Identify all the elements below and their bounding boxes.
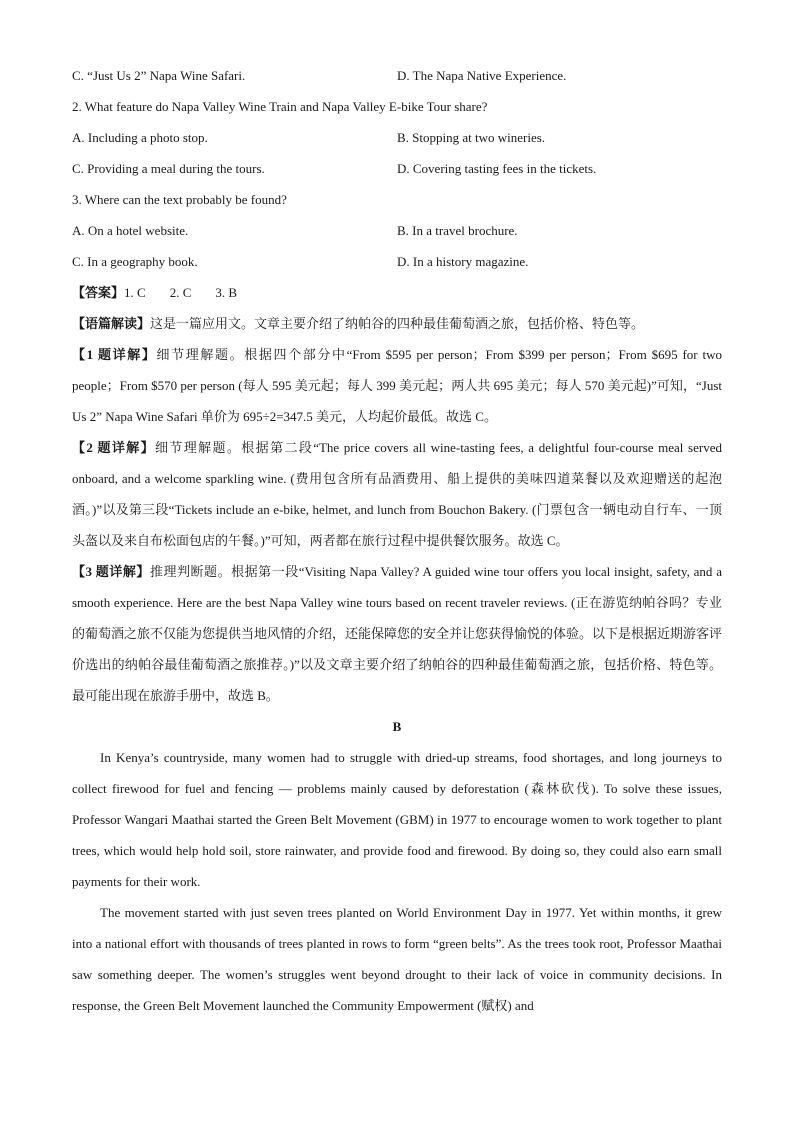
q2-option-b: B. Stopping at two wineries. xyxy=(397,130,546,145)
q3-option-c: C. In a geography book. xyxy=(72,254,198,269)
q3-options-cd xyxy=(72,246,722,277)
q3-option-a: A. On a hotel website. xyxy=(72,223,189,238)
q2-options-cd xyxy=(72,153,722,184)
section-b-paragraph-2: The movement started with just seven trees planted on World Environment Day in 1977. Yet within months, it grew into a national effort with thousands of trees planted in rows to form “green belts”. As the trees took root, Professor Maathai saw something deeper. The women’s struggles went beyond drought to their lack of voice in community decisions. In response, the Green Belt Movement launched the Community Empowerment (赋权) and xyxy=(72,905,722,1013)
q2-option-d: D. Covering tasting fees in the tickets. xyxy=(397,161,597,176)
section-b-title: B xyxy=(392,719,402,734)
detail-q3-text: 推理判断题。根据第一段“Visiting Napa Valley? A guided wine tour offers you local insight, safety, and a smooth experience. Here are the best Napa Valley wine tours based on recent traveler reviews. (正在游览纳帕谷吗？专业的葡萄酒之旅不仅能为您提供当地风情的介绍，还能保障您的安全并让您获得愉悦的体验。以下是根据近期游客评价选出的纳帕谷最佳葡萄酒之旅推荐。)”以及文章主要介绍了纳帕谷的四种最佳葡萄酒之旅，包括价格、特色等。最可能出现在旅游手册中，故选 B。 xyxy=(72,564,723,703)
passage-analysis xyxy=(72,308,722,339)
detail-q2-tag: 【2 题详解】 xyxy=(72,440,156,455)
q2-option-c: C. Providing a meal during the tours. xyxy=(72,161,265,176)
q3-options-ab xyxy=(72,215,722,246)
q3-stem: 3. Where can the text probably be found? xyxy=(72,192,287,207)
q3-option-b: B. In a travel brochure. xyxy=(397,223,518,238)
q2-stem: 2. What feature do Napa Valley Wine Train and Napa Valley E-bike Tour share? xyxy=(72,99,488,114)
detail-q1 xyxy=(72,339,722,432)
section-b-paragraph-1: In Kenya’s countryside, many women had to struggle with dried-up streams, food shortages, and long journeys to collect firewood for fuel and fencing — problems mainly caused by deforestation (森林砍伐). To solve these issues, Professor Wangari Maathai started the Green Belt Movement (GBM) in 1977 to encourage women to work together to plant trees, which would help hold soil, store rainwater, and provide food and firewood. By doing so, they could also earn small payments for their work. xyxy=(72,750,722,889)
analysis-text: 这是一篇应用文。文章主要介绍了纳帕谷的四种最佳葡萄酒之旅，包括价格、特色等。 xyxy=(150,316,645,331)
q1-option-d: D. The Napa Native Experience. xyxy=(397,68,567,83)
detail-q2 xyxy=(72,432,722,556)
q2-option-a: A. Including a photo stop. xyxy=(72,130,208,145)
answer-3: 3. B xyxy=(215,285,238,300)
analysis-tag: 【语篇解读】 xyxy=(72,316,151,331)
q1-options-cd xyxy=(72,60,722,91)
answer-key xyxy=(72,277,722,308)
detail-q1-text: 细节理解题。根据四个部分中“From $595 per person；From $399 per person；From $695 for two people；From $570 per person (每人 595 美元起；每人 399 美元起；两人共 695 美元；每人 570 美元起)”可知，“Just Us 2” Napa Wine Safari 单价为 695÷2=347.5 美元，人均起价最低。故选 C。 xyxy=(72,347,722,424)
answer-tag: 【答案】 xyxy=(72,285,125,300)
answer-2: 2. C xyxy=(169,285,192,300)
detail-q3-tag: 【3 题详解】 xyxy=(72,564,150,579)
document-page xyxy=(72,60,722,1021)
q3-option-d: D. In a history magazine. xyxy=(397,254,529,269)
q1-option-c: C. “Just Us 2” Napa Wine Safari. xyxy=(72,68,246,83)
answer-1: 1. C xyxy=(124,285,146,300)
q2-options-ab xyxy=(72,122,722,153)
detail-q3 xyxy=(72,556,722,711)
detail-q2-text: 细节理解题。根据第二段“The price covers all wine-tasting fees, a delightful four-course meal served onboard, and a welcome sparkling wine. (费用包含所有品酒费用、船上提供的美味四道菜餐以及欢迎赠送的起泡酒。)”以及第三段“Tickets include an e-bike, helmet, and lunch from Bouchon Bakery. (门票包含一辆电动自行车、一顶头盔以及来自布松面包店的午餐。)”可知，两者都在旅行过程中提供餐饮服务。故选 C。 xyxy=(72,440,722,548)
detail-q1-tag: 【1 题详解】 xyxy=(72,347,157,362)
